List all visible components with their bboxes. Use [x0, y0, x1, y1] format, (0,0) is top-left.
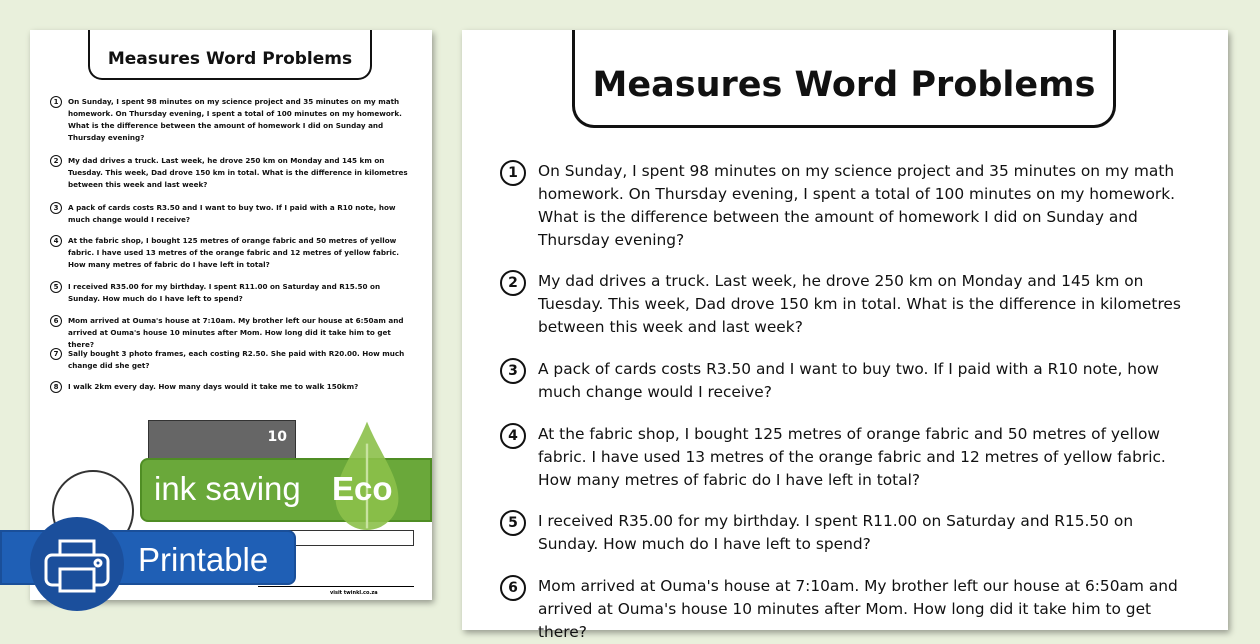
question-text: At the fabric shop, I bought 125 metres of orange fabric and 50 metres of yellow fabric. I have used 13 metres of the orange fabric and 12 metres of yellow fabric. How many metres of fabric do I have left in total? — [68, 236, 399, 269]
question-text: A pack of cards costs R3.50 and I want to buy two. If I paid with a R10 note, how much change would I receive? — [538, 360, 1160, 401]
page-title: Measures Word Problems — [88, 30, 372, 80]
question-item — [50, 155, 408, 191]
question-item — [500, 510, 1188, 556]
question-text: A pack of cards costs R3.50 and I want to buy two. If I paid with a R10 note, how much change would I receive? — [68, 203, 396, 224]
page-title: Measures Word Problems — [572, 30, 1116, 128]
question-text: On Sunday, I spent 98 minutes on my science project and 35 minutes on my math homework. On Thursday evening, I spent a total of 100 minutes on my homework. What is the difference between the amount of homework I did on Sunday and Thursday evening? — [538, 162, 1176, 249]
question-item — [500, 575, 1188, 644]
question-text: I received R35.00 for my birthday. I spent R11.00 on Saturday and R15.50 on Sunday. How much do I have left to spend? — [68, 282, 381, 303]
question-item — [50, 96, 408, 144]
question-number: 8 — [50, 381, 62, 393]
question-number: 4 — [50, 235, 62, 247]
question-item — [50, 348, 408, 372]
question-item — [50, 315, 408, 351]
question-text: My dad drives a truck. Last week, he drove 250 km on Monday and 145 km on Tuesday. This week, Dad drove 150 km in total. What is the difference in kilometres between this week and last week? — [68, 156, 408, 189]
question-text: I received R35.00 for my birthday. I spent R11.00 on Saturday and R15.50 on Sunday. How much do I have left to spend? — [538, 512, 1134, 553]
question-number: 3 — [50, 202, 62, 214]
divider — [258, 586, 414, 587]
question-number: 1 — [50, 96, 62, 108]
question-item — [500, 270, 1188, 339]
question-text: At the fabric shop, I bought 125 metres of orange fabric and 50 metres of yellow fabric. I have used 13 metres of the orange fabric and 12 metres of yellow fabric. How many metres of fabric do I have left in total? — [538, 425, 1166, 489]
question-item — [500, 423, 1188, 492]
eco-label: Eco — [332, 470, 393, 507]
question-text: I walk 2km every day. How many days would it take me to walk 150km? — [68, 382, 359, 391]
question-item — [50, 381, 408, 393]
question-number: 4 — [500, 423, 526, 449]
question-number: 2 — [50, 155, 62, 167]
ink-saving-label: ink saving — [154, 470, 301, 507]
banknote-value: 10 — [267, 429, 287, 445]
question-item — [50, 281, 408, 305]
printable-label: Printable — [138, 541, 269, 578]
question-text: On Sunday, I spent 98 minutes on my science project and 35 minutes on my math homework. On Thursday evening, I spent a total of 100 minutes on my homework. What is the difference between the amount of homework I did on Sunday and Thursday evening? — [68, 97, 402, 142]
question-number: 3 — [500, 358, 526, 384]
question-text: Mom arrived at Ouma's house at 7:10am. My brother left our house at 6:50am and arrived at Ouma's house 10 minutes after Mom. How long did it take him to get there? — [68, 316, 404, 349]
question-number: 6 — [500, 575, 526, 601]
footer-text: visit twinkl.co.za — [330, 590, 378, 596]
printer-icon — [30, 517, 124, 611]
question-number: 7 — [50, 348, 62, 360]
question-text: My dad drives a truck. Last week, he drove 250 km on Monday and 145 km on Tuesday. This week, Dad drove 150 km in total. What is the difference in kilometres between this week and last week? — [538, 272, 1181, 336]
question-number: 5 — [500, 510, 526, 536]
question-number: 5 — [50, 281, 62, 293]
question-item — [500, 358, 1188, 404]
worksheet-preview — [462, 30, 1228, 641]
question-number: 6 — [50, 315, 62, 327]
question-text: Mom arrived at Ouma's house at 7:10am. My brother left our house at 6:50am and arrived at Ouma's house 10 minutes after Mom. How long did it take him to get there? — [538, 577, 1178, 641]
question-item — [500, 160, 1188, 252]
question-number: 2 — [500, 270, 526, 296]
question-item — [50, 235, 408, 271]
question-item — [50, 202, 408, 226]
question-number: 1 — [500, 160, 526, 186]
ink-saving-badge — [140, 458, 432, 522]
question-text: Sally bought 3 photo frames, each costing R2.50. She paid with R20.00. How much change did she get? — [68, 349, 405, 370]
